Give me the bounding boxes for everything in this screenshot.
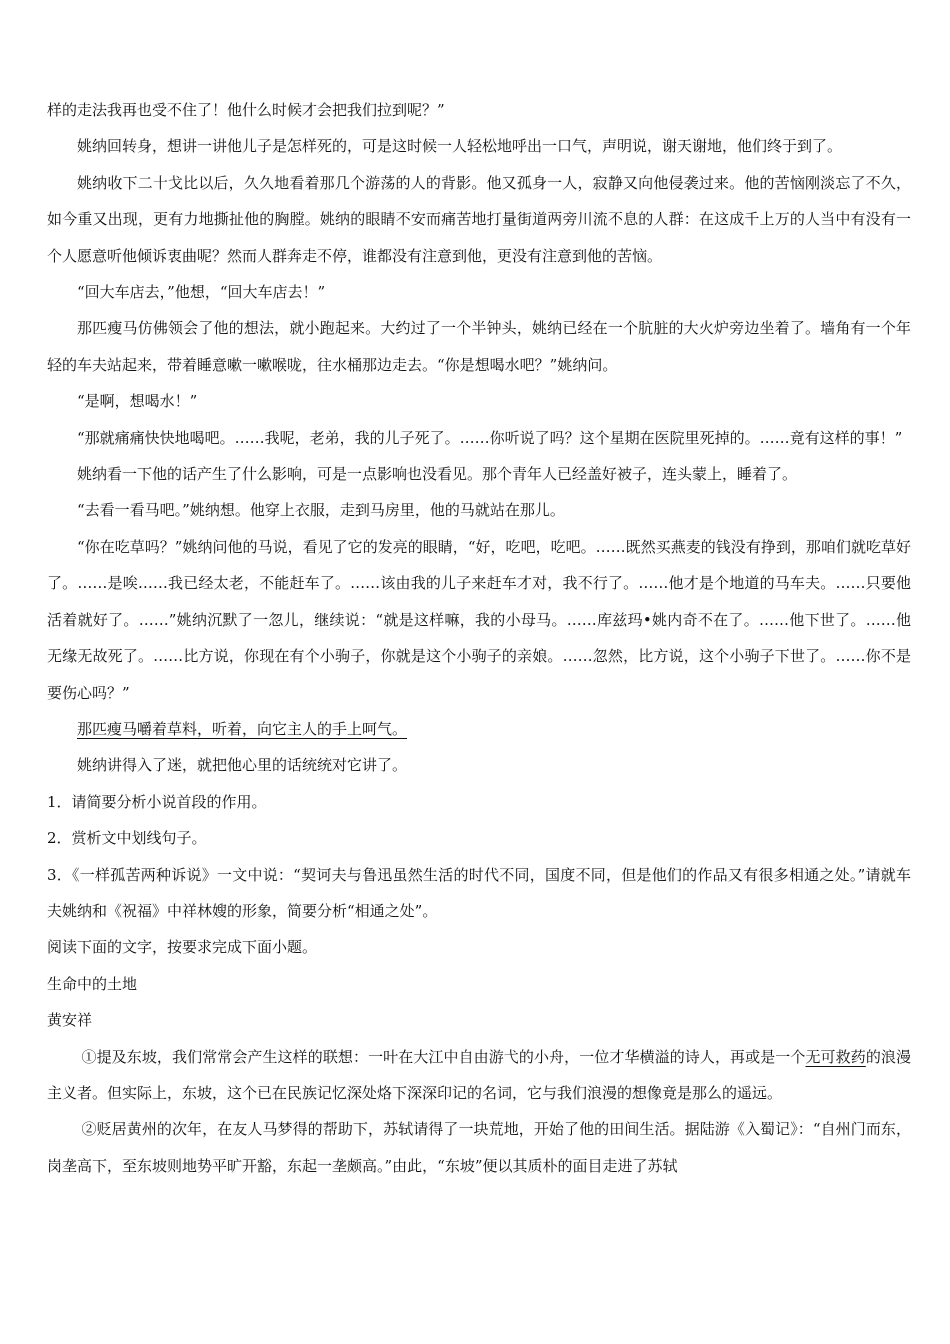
question-item: 3．《一样孤苦两种诉说》一文中说：“契诃夫与鲁迅虽然生活的时代不同，国度不同，但是他们的作品又有很多相通之处。”请就车夫姚纳和《祝福》中祥林嫂的形象，简要分析“相通之处”。 (47, 865, 911, 920)
paragraph-text: 的浪漫主义者。但实际上，东坡，这个已在民族记忆深处烙下深深印记的名词，它与我们浪漫的想像竟是那么的遥远。 (47, 1047, 911, 1102)
article-author: 黄安祥 (47, 1011, 93, 1030)
article-paragraph-1 (47, 1039, 911, 1112)
story-paragraph: 姚纳收下二十戈比以后，久久地看着那几个游荡的人的背影。他又孤身一人，寂静又向他侵袭过来。他的苦恼刚淡忘了不久，如今重又出现，更有力地撕扯他的胸膛。姚纳的眼睛不安而痛苦地打量街道两旁川流不息的人群：在这成千上万的人当中有没有一个人愿意听他倾诉衷曲呢？然而人群奔走不停，谁都没有注意到他，更没有注意到他的苦恼。 (47, 173, 911, 265)
question-item: 1．请简要分析小说首段的作用。 (47, 792, 267, 811)
story-paragraph: “回大车店去，”他想，“回大车店去！” (77, 283, 326, 302)
article-title: 生命中的土地 (47, 974, 138, 993)
story-paragraph: “那就痛痛快快地喝吧。……我呢，老弟，我的儿子死了。……你听说了吗？这个星期在医院里死掉的。……竟有这样的事！” (77, 428, 903, 447)
story-paragraph: 姚纳讲得入了迷，就把他心里的话统统对它讲了。 (77, 756, 408, 775)
story-paragraph: 姚纳回转身，想讲一讲他儿子是怎样死的，可是这时候一人轻松地呼出一口气，声明说，谢天谢地，他们终于到了。 (77, 137, 843, 156)
story-paragraph: 那匹瘦马仿佛领会了他的想法，就小跑起来。大约过了一个半钟头，姚纳已经在一个肮脏的大火炉旁边坐着了。墙角有一个年轻的车夫站起来，带着睡意嗽一嗽喉咙，往水桶那边走去。“你是想喝水吧？”姚纳问。 (47, 319, 911, 374)
document-body (47, 92, 911, 1184)
reading-instruction: 阅读下面的文字，按要求完成下面小题。 (47, 938, 318, 957)
question-item: 2．赏析文中划线句子。 (47, 829, 207, 848)
underlined-sentence-paragraph (47, 711, 911, 747)
story-paragraph: “你在吃草吗？”姚纳问他的马说，看见了它的发亮的眼睛，“好，吃吧，吃吧。……既然买燕麦的钱没有挣到，那咱们就吃草好了。……是唉……我已经太老，不能赶车了。……该由我的儿子来赶车才对，我不行了。……他才是个地道的马车夫。……只要他活着就好了。……”姚纳沉默了一忽儿，继续说：“就是这样嘛，我的小母马。……库兹玛•姚内奇不在了。……他下世了。……他无缘无故死了。……比方说，你现在有个小驹子，你就是这个小驹子的亲娘。……忽然，比方说，这个小驹子下世了。……你不是要伤心吗？” (47, 537, 911, 702)
story-paragraph: 样的走法我再也受不住了！他什么时候才会把我们拉到呢？” (47, 101, 445, 119)
paragraph-text: ①提及东坡，我们常常会产生这样的联想：一叶在大江中自由游弋的小舟，一位才华横溢的诗人，再或是一个 (81, 1047, 806, 1066)
underlined-sentence: 那匹瘦马嚼着草料，听着，向它主人的手上呵气。 (77, 719, 408, 738)
story-paragraph: “去看一看马吧。”姚纳想。他穿上衣服，走到马房里，他的马就站在那儿。 (77, 501, 565, 520)
article-paragraph-2: ②贬居黄州的次年，在友人马梦得的帮助下，苏轼请得了一块荒地，开始了他的田间生活。据陆游《入蜀记》：“自州门而东，岗垄高下，至东坡则地势平旷开豁，东起一垄颇高。”由此，“东坡”便以其质朴的面目走进了苏轼 (47, 1120, 911, 1175)
story-paragraph: 姚纳看一下他的话产生了什么影响，可是一点影响也没看见。那个青年人已经盖好被子，连头蒙上，睡着了。 (77, 465, 798, 484)
underlined-phrase: 无可救药 (805, 1047, 866, 1066)
story-paragraph: “是啊，想喝水！” (77, 392, 198, 411)
